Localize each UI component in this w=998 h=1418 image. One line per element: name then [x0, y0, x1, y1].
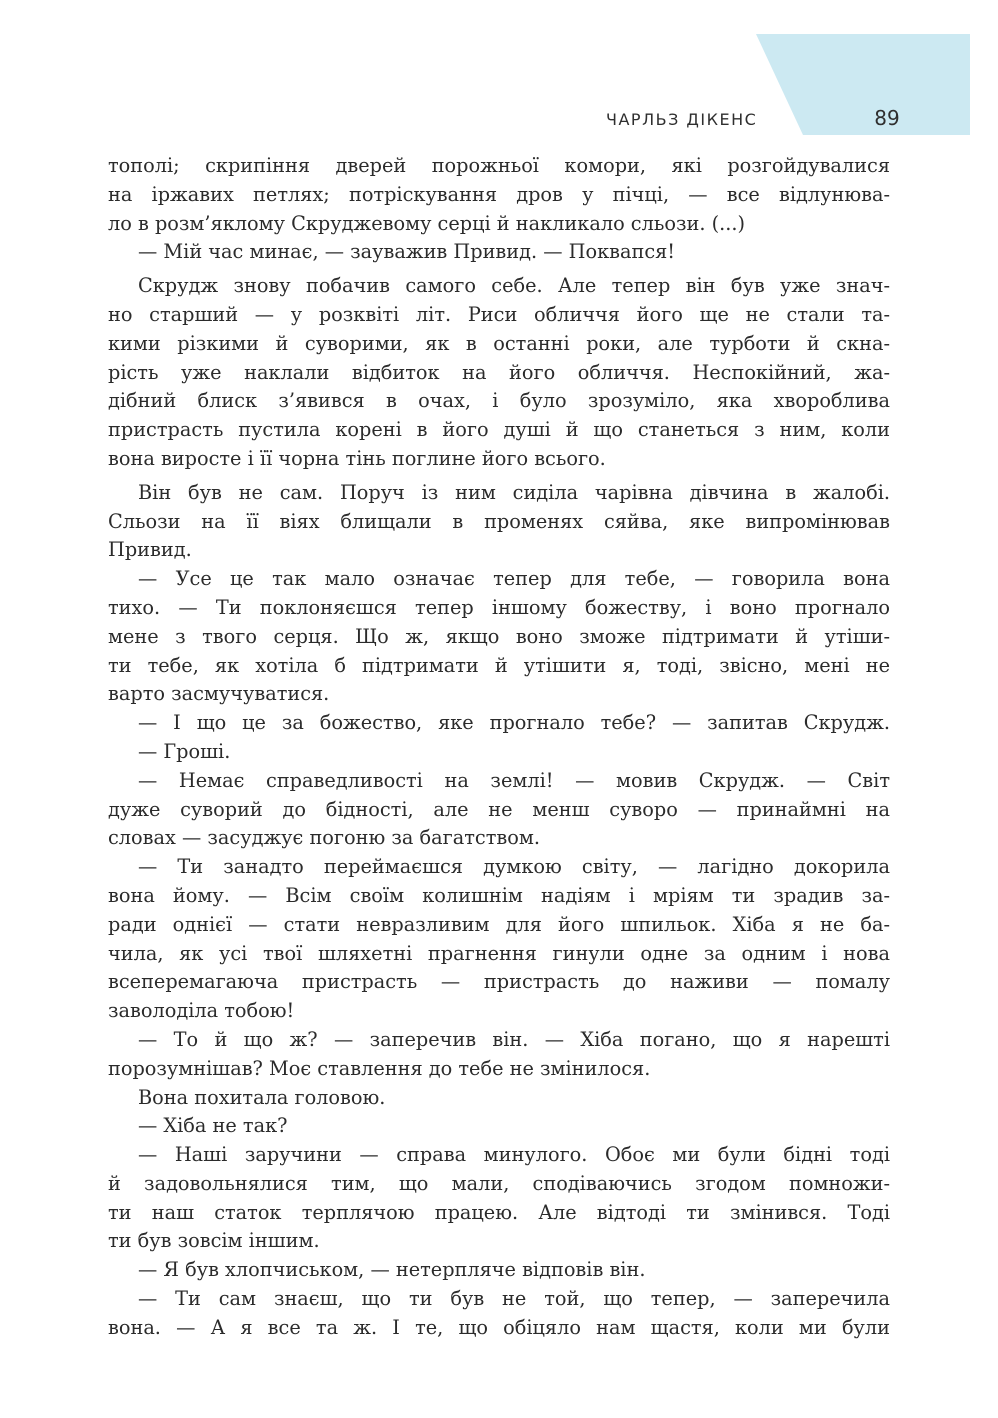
text-line: Вона похитала головою. — [138, 1085, 386, 1109]
text-line: ти був зовсім іншим. — [108, 1229, 320, 1253]
text-line: но старший — у розквіті літ. Риси обличчя його ще не стали та- — [108, 302, 890, 326]
text-line: — Хіба не так? — [138, 1114, 288, 1138]
text-line: мене з твого серця. Що ж, якщо воно зможе підтримати й утіши- — [108, 624, 890, 648]
text-line: — Усе це так мало означає тепер для тебе, — говорила вона — [138, 567, 890, 591]
running-head-title: ЧАРЛЬЗ ДІКЕНС — [606, 110, 758, 129]
text-line: всеперемагаюча пристрасть — пристрасть до наживи — помалу — [108, 970, 890, 994]
text-line: вона виросте і її чорна тінь поглине його всього. — [108, 446, 606, 470]
text-line: ти тебе, як хотіла б підтримати й утішити я, тоді, звісно, мені не — [108, 653, 890, 677]
text-line: кими різкими й суворими, як в останні роки, але турботи й скна- — [108, 331, 890, 355]
text-line: ло в розм’яклому Скруджевому серці й накликало сльози. (...) — [108, 211, 746, 235]
text-line: вона. — А я все та ж. І те, що обіцяло нам щастя, коли ми були — [108, 1315, 890, 1339]
text-line: Він був не сам. Поруч із ним сиділа чарівна дівчина в жалобі. — [138, 480, 890, 504]
text-line: дуже суворий до бідності, але не менш суворо — принаймні на — [108, 797, 890, 821]
page-body-text — [108, 152, 890, 1343]
text-line: вона йому. — Всім своїм колишнім надіям і мріям ти зрадив за- — [108, 883, 890, 907]
text-line: варто засмучуватися. — [108, 682, 330, 706]
text-line: пристрасть пустила корені в його душі й що станеться з ним, коли — [108, 418, 890, 442]
text-line: — Немає справедливості на землі! — мовив Скрудж. — Світ — [138, 768, 890, 792]
text-line: — Ти занадто переймаєшся думкою світу, — лагідно докорила — [138, 855, 890, 879]
text-line: — І що це за божество, яке прогнало тебе? — запитав Скрудж. — [138, 711, 890, 735]
text-line: Сльози на її віях блищали в променях сяйва, яке випромінював — [108, 509, 890, 533]
text-line: ти наш статок терплячою працею. Але відтоді ти змінився. Тоді — [108, 1200, 890, 1224]
text-line: порозумнішав? Моє ставлення до тебе не змінилося. — [108, 1056, 651, 1080]
text-line: словах — засуджує погоню за багатством. — [108, 826, 540, 850]
text-line: Привид. — [108, 538, 192, 562]
text-line: тополі; скрипіння дверей порожньої комори, які розгойдувалися — [108, 154, 890, 177]
text-line: рість уже наклали відбиток на його обличчя. Неспокійний, жа- — [108, 360, 890, 384]
text-line: — Ти сам знаєш, що ти був не той, що тепер, — заперечила — [138, 1287, 890, 1311]
text-line: заволоділа тобою! — [108, 999, 295, 1023]
text-line: — То й що ж? — заперечив він. — Хіба погано, що я нарешті — [138, 1027, 890, 1051]
text-line: чила, як усі твої шляхетні прагнення гинули одне за одним і нова — [108, 941, 890, 965]
text-line: дібний блиск з’явився в очах, і було зрозуміло, яка хвороблива — [108, 389, 890, 413]
text-line: — Я був хлопчиськом, — нетерпляче відповів він. — [138, 1258, 646, 1282]
text-line: — Мій час минає, — зауважив Привид. — Поквапся! — [138, 240, 676, 264]
text-line: й задовольнялися тим, що мали, сподіваючись згодом помножи- — [108, 1171, 890, 1195]
text-line: на іржавих петлях; потріскування дров у пічці, — все відлунюва- — [108, 182, 890, 206]
page-number: 89 — [874, 106, 900, 130]
text-line: — Наші заручини — справа минулого. Обоє ми були бідні тоді — [138, 1143, 890, 1167]
text-line: ради однієї — стати невразливим для його шпильок. Хіба я не ба- — [108, 912, 890, 936]
text-line: — Гроші. — [138, 739, 231, 763]
text-line: Скрудж знову побачив самого себе. Але тепер він був уже знач- — [138, 274, 890, 298]
text-line: тихо. — Ти поклоняєшся тепер іншому божеству, і воно прогнало — [108, 595, 890, 619]
